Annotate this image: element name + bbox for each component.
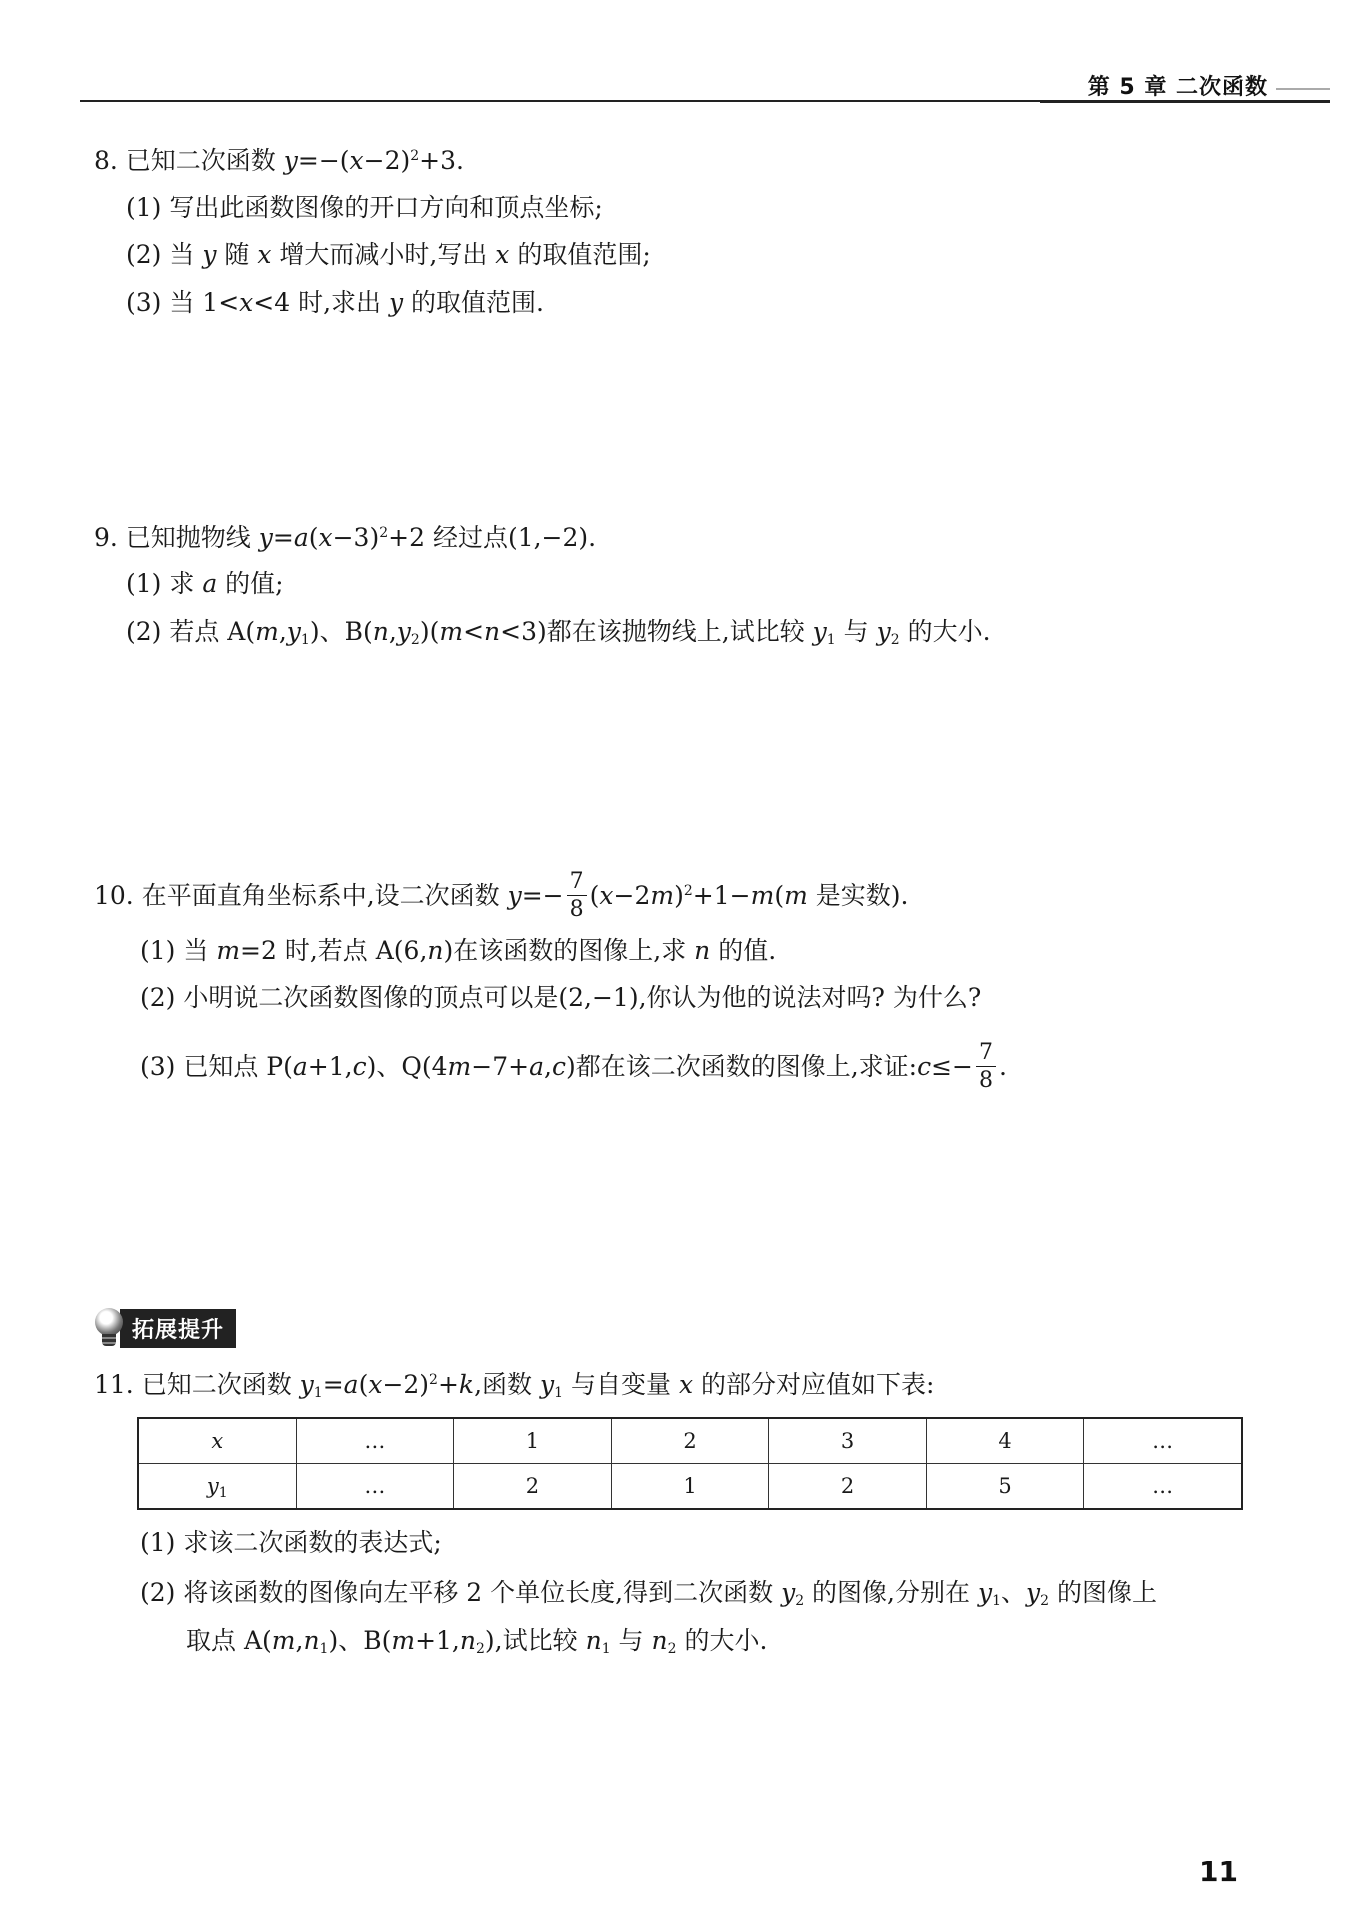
table-cell: … [296, 1464, 454, 1510]
q9-part1: (1) 求 a 的值; [126, 569, 284, 598]
q10-part1: (1) 当 m=2 时,若点 A(6,n)在该函数的图像上,求 n 的值. [140, 936, 777, 965]
q9-stem: 9. 已知抛物线 $y=a(x-3)^2+2$ 经过点(1,−2). [94, 523, 597, 552]
q10-stem: 10. 在平面直角坐标系中,设二次函数 y=− $\frac{7}{8}$ $(x-2m)^2+1-m(m$ 是实数). [94, 869, 909, 923]
page-number: 11 [1199, 1855, 1238, 1888]
table-cell: 1 [611, 1464, 769, 1510]
table-cell: … [1084, 1418, 1242, 1464]
fraction-one-half: $\frac{7}{8}$ [567, 870, 587, 921]
table-cell: 2 [611, 1418, 769, 1464]
q8-part3: (3) 当 1<x<4 时,求出 y 的取值范围. [126, 288, 545, 317]
table-cell: 5 [926, 1464, 1084, 1510]
table-row [138, 1464, 1242, 1510]
table-cell-header: $y_1$ [138, 1464, 296, 1510]
table-cell: 2 [454, 1464, 612, 1510]
table-cell: 3 [769, 1418, 927, 1464]
table-row [138, 1418, 1242, 1464]
fraction-seven-eighths: $\frac{7}{8}$ [976, 1041, 996, 1092]
chapter-title: 第 5 章 二次函数 [1087, 75, 1268, 100]
table-cell: 2 [769, 1464, 927, 1510]
q11-part2-continued: 取点 $A(m,n_1)$、$B(m+1,n_2)$,试比较 $n_1$ 与 $n_2$ 的大小. [186, 1626, 768, 1657]
q10-part3: (3) 已知点 P(a+1,c)、Q(4m−7+a,c)都在该二次函数的图像上,求证:c≤− $\frac{7}{8}$ . [140, 1040, 1007, 1094]
q8-stem: 8. 已知二次函数 $y=-(x-2)^2+3$. [94, 146, 464, 175]
table-cell-header: x [138, 1418, 296, 1464]
values-table [137, 1417, 1243, 1510]
lightbulb-icon [92, 1308, 126, 1348]
q11-stem: 11. 已知二次函数 $y_1=a(x-2)^2+k$,函数 $y_1$ 与自变量 x 的部分对应值如下表: [94, 1370, 935, 1401]
q9-part2: (2) 若点 $A(m,y_1)$、$B(n,y_2)(m<n<3)$都在该抛物线上,试比较 $y_1$ 与 $y_2$ 的大小. [126, 617, 991, 648]
section-badge [92, 1308, 236, 1348]
q10-part2: (2) 小明说二次函数图像的顶点可以是(2,−1),你认为他的说法对吗? 为什么? [140, 983, 982, 1012]
table-cell: 4 [926, 1418, 1084, 1464]
q11-part2: (2) 将该函数的图像向左平移 2 个单位长度,得到二次函数 $y_2$ 的图像,分别在 $y_1$、$y_2$ 的图像上 [140, 1578, 1158, 1609]
section-label: 拓展提升 [120, 1309, 236, 1348]
q8-part2: (2) 当 y 随 x 增大而减小时,写出 x 的取值范围; [126, 240, 651, 269]
table-cell: … [296, 1418, 454, 1464]
header-rule [80, 100, 1040, 102]
q8-part1: (1) 写出此函数图像的开口方向和顶点坐标; [126, 193, 603, 222]
table-cell: … [1084, 1464, 1242, 1510]
table-cell: 1 [454, 1418, 612, 1464]
header-dash [1276, 88, 1330, 90]
q11-part1: (1) 求该二次函数的表达式; [140, 1528, 442, 1557]
header-rule-bold [1040, 100, 1330, 103]
